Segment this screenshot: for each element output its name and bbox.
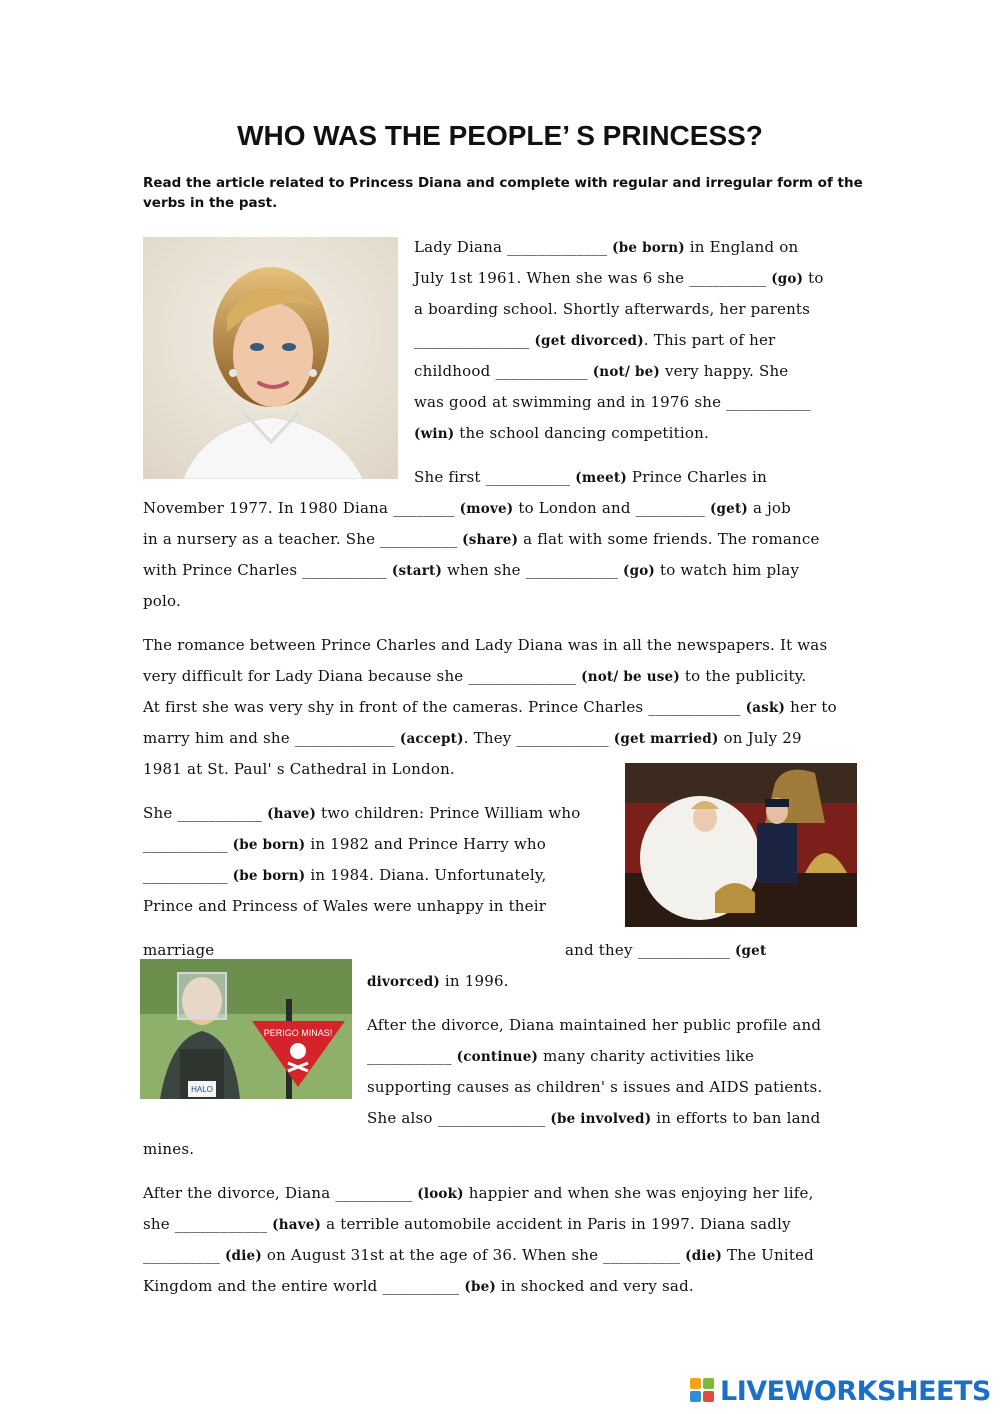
text-segment: to London and _________: [513, 499, 710, 517]
landmine-photo: [140, 959, 352, 1099]
text-segment: . This part of her: [643, 331, 776, 349]
text-segment: two children: Prince William who: [316, 804, 581, 822]
text-line: [414, 330, 775, 351]
verb-hint: (start): [391, 563, 443, 579]
text-line: [414, 467, 767, 488]
text-segment: she ____________: [143, 1215, 273, 1233]
verb-hint: (be born): [612, 240, 685, 256]
text-line: [565, 940, 766, 961]
text-line: [414, 361, 788, 382]
text-line: [414, 299, 810, 319]
text-line: [143, 697, 837, 718]
text-segment: supporting causes as children' s issues and AIDS patients.: [367, 1078, 823, 1096]
text-line: [143, 560, 799, 581]
portrait-photo: [143, 237, 398, 479]
text-line: [414, 237, 798, 258]
text-segment: very happy. She: [660, 362, 789, 380]
text-segment: At first she was very shy in front of the cameras. Prince Charles ____________: [143, 698, 746, 716]
verb-hint: (win): [414, 426, 455, 442]
text-segment: in 1996.: [439, 972, 509, 990]
text-segment: ___________: [143, 835, 233, 853]
page-title: WHO WAS THE PEOPLE’ S PRINCESS?: [237, 120, 763, 151]
text-segment: She ___________: [143, 804, 268, 822]
verb-hint: (be): [464, 1279, 496, 1295]
text-segment: _______________: [414, 331, 535, 349]
verb-hint: (be involved): [550, 1111, 652, 1127]
text-segment: She first ___________: [414, 468, 576, 486]
verb-hint: (die): [224, 1248, 262, 1264]
text-line: [143, 666, 806, 687]
text-segment: on August 31st at the age of 36. When she __________: [261, 1246, 686, 1264]
verb-hint: (be born): [232, 837, 306, 853]
text-segment: happier and when she was enjoying her life,: [463, 1184, 814, 1202]
text-segment: The romance between Prince Charles and Lady Diana was in all the newspapers. It was: [143, 636, 828, 654]
verb-hint: (go): [771, 271, 804, 287]
text-segment: her to: [785, 698, 837, 716]
text-segment: polo.: [143, 592, 181, 610]
text-line: [143, 940, 214, 960]
text-line: [143, 498, 791, 519]
text-segment: The United: [722, 1246, 814, 1264]
logo-text: LIVEWORKSHEETS: [720, 1375, 991, 1407]
text-line: [143, 759, 455, 779]
text-segment: in England on: [684, 238, 799, 256]
verb-hint: (move): [459, 501, 514, 517]
text-line: [143, 834, 546, 855]
text-segment: the school dancing competition.: [454, 424, 709, 442]
text-line: [143, 728, 802, 749]
text-segment: After the divorce, Diana maintained her public profile and: [367, 1016, 822, 1034]
verb-hint: (not/ be use): [581, 669, 680, 685]
text-segment: ___________: [367, 1047, 457, 1065]
text-line: [143, 1139, 194, 1159]
text-segment: in shocked and very sad.: [495, 1277, 694, 1295]
logo-grid-icon: [690, 1378, 716, 1404]
text-segment: Prince and Princess of Wales were unhappy in their: [143, 897, 547, 915]
text-segment: on July 29: [718, 729, 802, 747]
text-line: [367, 1046, 754, 1067]
text-segment: when she ____________: [442, 561, 623, 579]
wedding-photo: [625, 763, 857, 927]
text-line: [143, 1276, 694, 1297]
text-segment: Kingdom and the entire world __________: [143, 1277, 465, 1295]
text-segment: She also ______________: [367, 1109, 551, 1127]
text-line: [367, 1015, 821, 1035]
vest-text: HALO: [191, 1085, 213, 1094]
text-line: [143, 1183, 814, 1204]
text-line: [143, 529, 820, 550]
text-segment: in 1982 and Prince Harry who: [305, 835, 546, 853]
text-segment: Prince Charles in: [626, 468, 767, 486]
text-segment: to: [803, 269, 824, 287]
verb-hint: (meet): [575, 470, 627, 486]
text-segment: with Prince Charles ___________: [143, 561, 392, 579]
verb-hint: (share): [462, 532, 519, 548]
text-segment: . They ____________: [463, 729, 614, 747]
verb-hint: (get divorced): [534, 333, 644, 349]
text-segment: After the divorce, Diana __________: [143, 1184, 418, 1202]
text-segment: a terrible automobile accident in Paris in 1997. Diana sadly: [321, 1215, 791, 1233]
verb-hint: (get married): [613, 731, 719, 747]
text-line: [367, 1077, 822, 1097]
text-line: [414, 268, 824, 289]
text-segment: ___________: [143, 866, 233, 884]
verb-hint: (continue): [456, 1049, 539, 1065]
text-segment: to watch him play: [655, 561, 800, 579]
text-segment: to the publicity.: [679, 667, 807, 685]
verb-hint: (have): [267, 806, 317, 822]
text-line: [367, 971, 509, 992]
text-segment: in efforts to ban land: [651, 1109, 821, 1127]
instructions: Read the article related to Princess Diana and complete with regular and irregular form of the verbs in the past.: [143, 175, 863, 211]
verb-hint: (accept): [399, 731, 464, 747]
text-line: [143, 803, 580, 824]
text-line: [414, 423, 709, 444]
text-segment: a boarding school. Shortly afterwards, her parents: [414, 300, 811, 318]
text-segment: November 1977. In 1980 Diana ________: [143, 499, 460, 517]
verb-hint: (go): [622, 563, 656, 579]
text-segment: and they ____________: [565, 941, 735, 959]
text-line: [143, 896, 546, 916]
text-line: [143, 865, 546, 886]
verb-hint: (die): [685, 1248, 723, 1264]
text-segment: childhood ____________: [414, 362, 593, 380]
text-segment: a flat with some friends. The romance: [518, 530, 820, 548]
sign-text: PERIGO MINAS!: [263, 1028, 333, 1038]
text-segment: in 1984. Diana. Unfortunately,: [305, 866, 547, 884]
verb-hint: (look): [417, 1186, 464, 1202]
text-segment: many charity activities like: [538, 1047, 755, 1065]
text-segment: very difficult for Lady Diana because she ______________: [143, 667, 582, 685]
text-line: [143, 1245, 814, 1266]
text-segment: July 1st 1961. When she was 6 she __________: [414, 269, 772, 287]
text-line: [414, 392, 811, 412]
text-segment: in a nursery as a teacher. She __________: [143, 530, 463, 548]
text-segment: marriage: [143, 941, 215, 959]
text-line: [143, 1214, 791, 1235]
verb-hint: (get: [734, 943, 767, 959]
verb-hint: (have): [272, 1217, 322, 1233]
verb-hint: (be born): [232, 868, 306, 884]
text-segment: __________: [143, 1246, 225, 1264]
text-segment: Lady Diana _____________: [414, 238, 613, 256]
verb-hint: (ask): [745, 700, 786, 716]
liveworksheets-logo: [690, 1375, 991, 1407]
text-segment: a job: [747, 499, 791, 517]
text-line: [143, 591, 181, 611]
text-segment: marry him and she _____________: [143, 729, 400, 747]
text-line: [367, 1108, 820, 1129]
text-line: [143, 635, 827, 655]
text-segment: 1981 at St. Paul' s Cathedral in London.: [143, 760, 455, 778]
text-segment: was good at swimming and in 1976 she ___________: [414, 393, 811, 411]
verb-hint: (get): [709, 501, 748, 517]
text-segment: mines.: [143, 1140, 195, 1158]
verb-hint: divorced): [367, 974, 440, 990]
verb-hint: (not/ be): [592, 364, 661, 380]
